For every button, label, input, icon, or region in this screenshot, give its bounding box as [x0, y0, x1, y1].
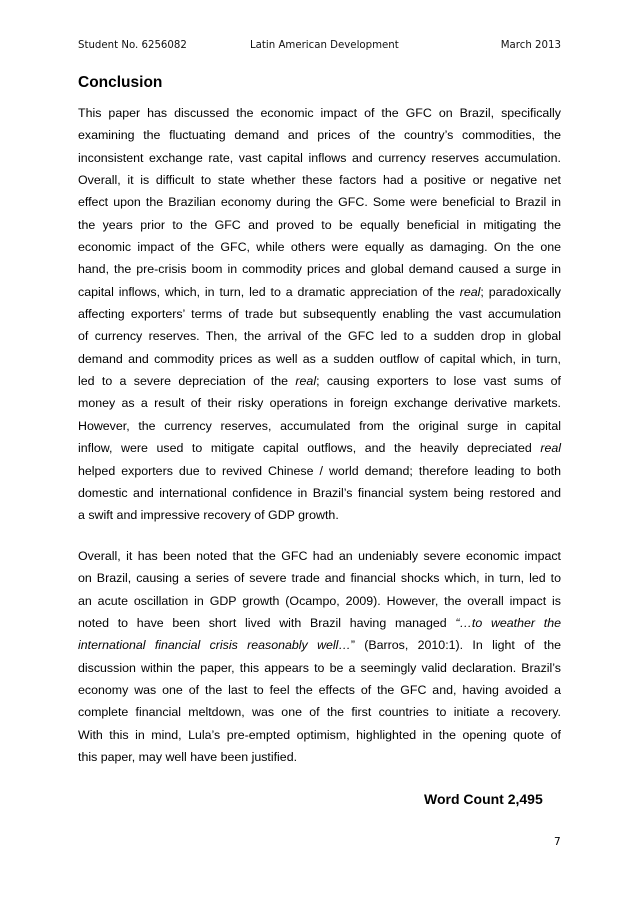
page-number: 7: [554, 836, 561, 848]
section-title: Conclusion: [78, 74, 163, 91]
text-run: on Brazil, causing a series of severe trade and financial shocks which, in turn, led to: [78, 571, 561, 586]
text-run: money as a result of their risky operations in foreign exchange derivative markets.: [78, 396, 561, 411]
header-date: March 2013: [500, 40, 561, 51]
text-line: [78, 370, 561, 392]
text-run: domestic and international confidence in Brazil’s financial system being restored and: [78, 485, 561, 500]
text-line: [78, 214, 561, 236]
paragraph-2: [78, 545, 561, 768]
text-run: this paper, may well have been justified.: [78, 750, 298, 765]
word-count: Word Count 2,495: [424, 791, 543, 807]
text-run: Overall, it is difficult to state whether these factors had a positive or negative net: [78, 173, 561, 188]
text-line: [78, 124, 561, 146]
text-line: [78, 679, 561, 701]
text-run: led to a severe depreciation of the: [78, 374, 296, 389]
text-line: [78, 482, 561, 504]
text-line: [78, 169, 561, 191]
paragraph-1: [78, 102, 561, 527]
text-run: helped exporters due to revived Chinese / world demand; therefore leading to both: [78, 463, 561, 478]
text-line: [78, 545, 561, 567]
text-line: [78, 504, 561, 526]
page-header: [78, 40, 561, 54]
text-run: noted to have been short lived with Brazil having managed: [78, 616, 456, 631]
text-line: [78, 392, 561, 414]
text-line: [78, 415, 561, 437]
text-run: inflow, were used to mitigate capital outflows, and the heavily depreciated: [78, 441, 541, 456]
text-line: [78, 567, 561, 589]
text-run: With this in mind, Lula’s pre-empted optimism, highlighted in the opening quote of: [78, 727, 561, 742]
text-line: [78, 634, 561, 656]
text-line: [78, 191, 561, 213]
text-line: [78, 348, 561, 370]
text-run: capital inflows, which, in turn, led to a dramatic appreciation of the: [78, 284, 460, 299]
text-run: examining the fluctuating demand and prices of the country’s commodities, the: [78, 128, 561, 143]
text-run: This paper has discussed the economic impact of the GFC on Brazil, specifically: [78, 106, 561, 120]
text-run: hand, the pre-crisis boom in commodity prices and global demand caused a surge in: [78, 262, 561, 277]
italic-text: real: [295, 374, 317, 389]
text-run: effect upon the Brazilian economy during the GFC. Some were beneficial to Brazil in: [78, 195, 561, 210]
text-line: [78, 724, 561, 746]
text-line: [78, 612, 561, 634]
student-number: Student No. 6256082: [78, 40, 187, 51]
italic-text: international financial crisis reasonably well…: [78, 638, 351, 653]
text-run: However, the currency reserves, accumulated from the original surge in capital: [78, 418, 561, 433]
course-title: Latin American Development: [250, 40, 399, 51]
text-line: [78, 701, 561, 723]
text-run: an acute oscillation in GDP growth (Ocampo, 2009). However, the overall impact is: [78, 593, 561, 608]
text-run: of currency reserves. Then, the arrival of the GFC led to a sudden drop in global: [78, 329, 561, 344]
text-line: [78, 236, 561, 258]
text-line: [78, 657, 561, 679]
text-line: [78, 147, 561, 169]
italic-text: real: [540, 441, 561, 456]
text-run: affecting exporters’ terms of trade but subsequently enabling the vast accumulation: [78, 307, 561, 322]
text-line: [78, 258, 561, 280]
text-line: [78, 102, 561, 124]
text-line: [78, 437, 561, 459]
text-run: ; causing exporters to lose vast sums of: [316, 374, 561, 389]
text-run: economic impact of the GFC, while others were equally as damaging. On the one: [78, 240, 561, 255]
text-line: [78, 325, 561, 347]
text-run: ” (Barros, 2010:1). In light of the: [350, 638, 561, 653]
italic-text: real: [459, 284, 481, 299]
text-run: discussion within the paper, this appears to be a seemingly valid declaration. Brazil’s: [78, 660, 561, 675]
text-run: the years prior to the GFC and proved to be equally beneficial in mitigating the: [78, 217, 561, 232]
text-line: [78, 460, 561, 482]
text-line: [78, 746, 561, 768]
text-run: complete financial meltdown, was one of the first countries to initiate a recovery.: [78, 705, 561, 720]
text-run: Overall, it has been noted that the GFC had an undeniably severe economic impact: [78, 549, 561, 563]
text-run: demand and commodity prices as well as a sudden outflow of capital which, in turn,: [78, 351, 561, 366]
text-run: a swift and impressive recovery of GDP growth.: [78, 508, 339, 523]
text-line: [78, 590, 561, 612]
text-line: [78, 303, 561, 325]
text-run: economy was one of the last to feel the effects of the GFC and, having avoided a: [78, 683, 561, 698]
text-line: [78, 281, 561, 303]
text-run: inconsistent exchange rate, vast capital inflows and currency reserves accumulation.: [78, 150, 561, 165]
italic-text: “…to weather the: [455, 616, 561, 631]
text-run: ; paradoxically: [480, 284, 562, 299]
